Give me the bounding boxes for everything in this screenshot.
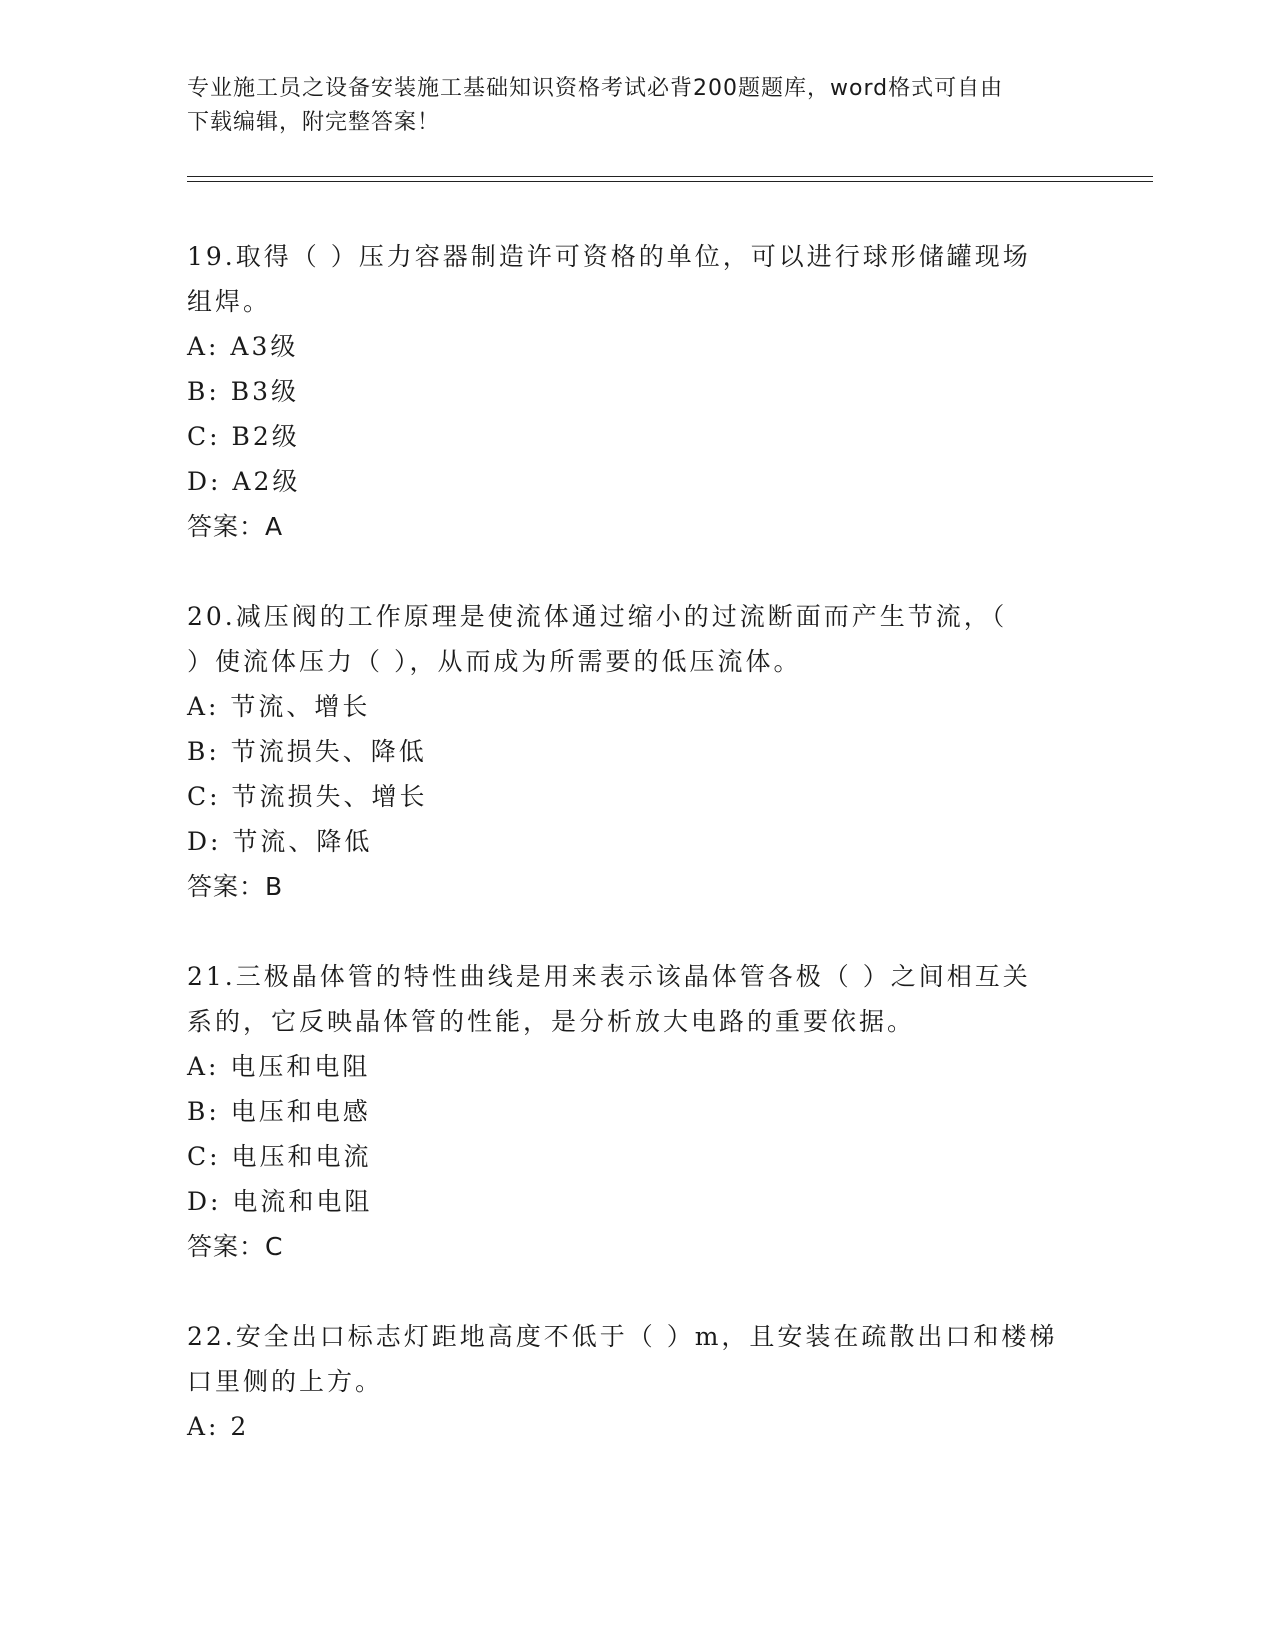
option-c: C: B2级 bbox=[187, 422, 300, 451]
question-stem bbox=[187, 1314, 1087, 1404]
option-b: B: 电压和电感 bbox=[187, 1097, 371, 1126]
option-a: A: A3级 bbox=[187, 332, 299, 361]
question-20 bbox=[187, 594, 1087, 909]
document-header bbox=[187, 72, 1087, 140]
question-stem-line: 系的，它反映晶体管的性能，是分析放大电路的重要依据。 bbox=[187, 1007, 916, 1036]
answer: 答案：A bbox=[187, 512, 284, 541]
question-stem-line: 口里侧的上方。 bbox=[187, 1367, 384, 1396]
question-stem-line: 19.取得（ ）压力容器制造许可资格的单位，可以进行球形储罐现场 bbox=[187, 242, 1031, 271]
option-c: C: 电压和电流 bbox=[187, 1142, 372, 1171]
option-a: A: 节流、增长 bbox=[187, 692, 371, 721]
option-d: D: 节流、降低 bbox=[187, 827, 373, 856]
header-line-1: 专业施工员之设备安装施工基础知识资格考试必背200题题库，word格式可自由 bbox=[187, 76, 1004, 101]
option-a: A: 2 bbox=[187, 1412, 250, 1441]
question-stem-line: 21.三极晶体管的特性曲线是用来表示该晶体管各极（ ）之间相互关 bbox=[187, 962, 1031, 991]
question-21 bbox=[187, 954, 1087, 1269]
question-stem-line: ）使流体压力（ ），从而成为所需要的低压流体。 bbox=[187, 647, 802, 676]
question-22 bbox=[187, 1314, 1087, 1449]
question-list bbox=[187, 234, 1087, 1494]
question-stem-line: 20.减压阀的工作原理是使流体通过缩小的过流断面而产生节流，（ bbox=[187, 602, 1008, 631]
option-b: B: 节流损失、降低 bbox=[187, 737, 427, 766]
option-b: B: B3级 bbox=[187, 377, 300, 406]
header-divider bbox=[187, 176, 1153, 182]
question-19 bbox=[187, 234, 1087, 549]
option-d: D: A2级 bbox=[187, 467, 301, 496]
option-d: D: 电流和电阻 bbox=[187, 1187, 373, 1216]
answer: 答案：C bbox=[187, 1232, 284, 1261]
header-line-2: 下载编辑，附完整答案！ bbox=[187, 110, 441, 135]
question-stem-line: 组焊。 bbox=[187, 287, 272, 316]
question-stem bbox=[187, 234, 1087, 324]
answer: 答案：B bbox=[187, 872, 284, 901]
question-stem-line: 22.安全出口标志灯距地高度不低于（ ）m，且安装在疏散出口和楼梯 bbox=[187, 1322, 1058, 1351]
option-a: A: 电压和电阻 bbox=[187, 1052, 371, 1081]
question-stem bbox=[187, 594, 1087, 684]
option-c: C: 节流损失、增长 bbox=[187, 782, 428, 811]
question-stem bbox=[187, 954, 1087, 1044]
